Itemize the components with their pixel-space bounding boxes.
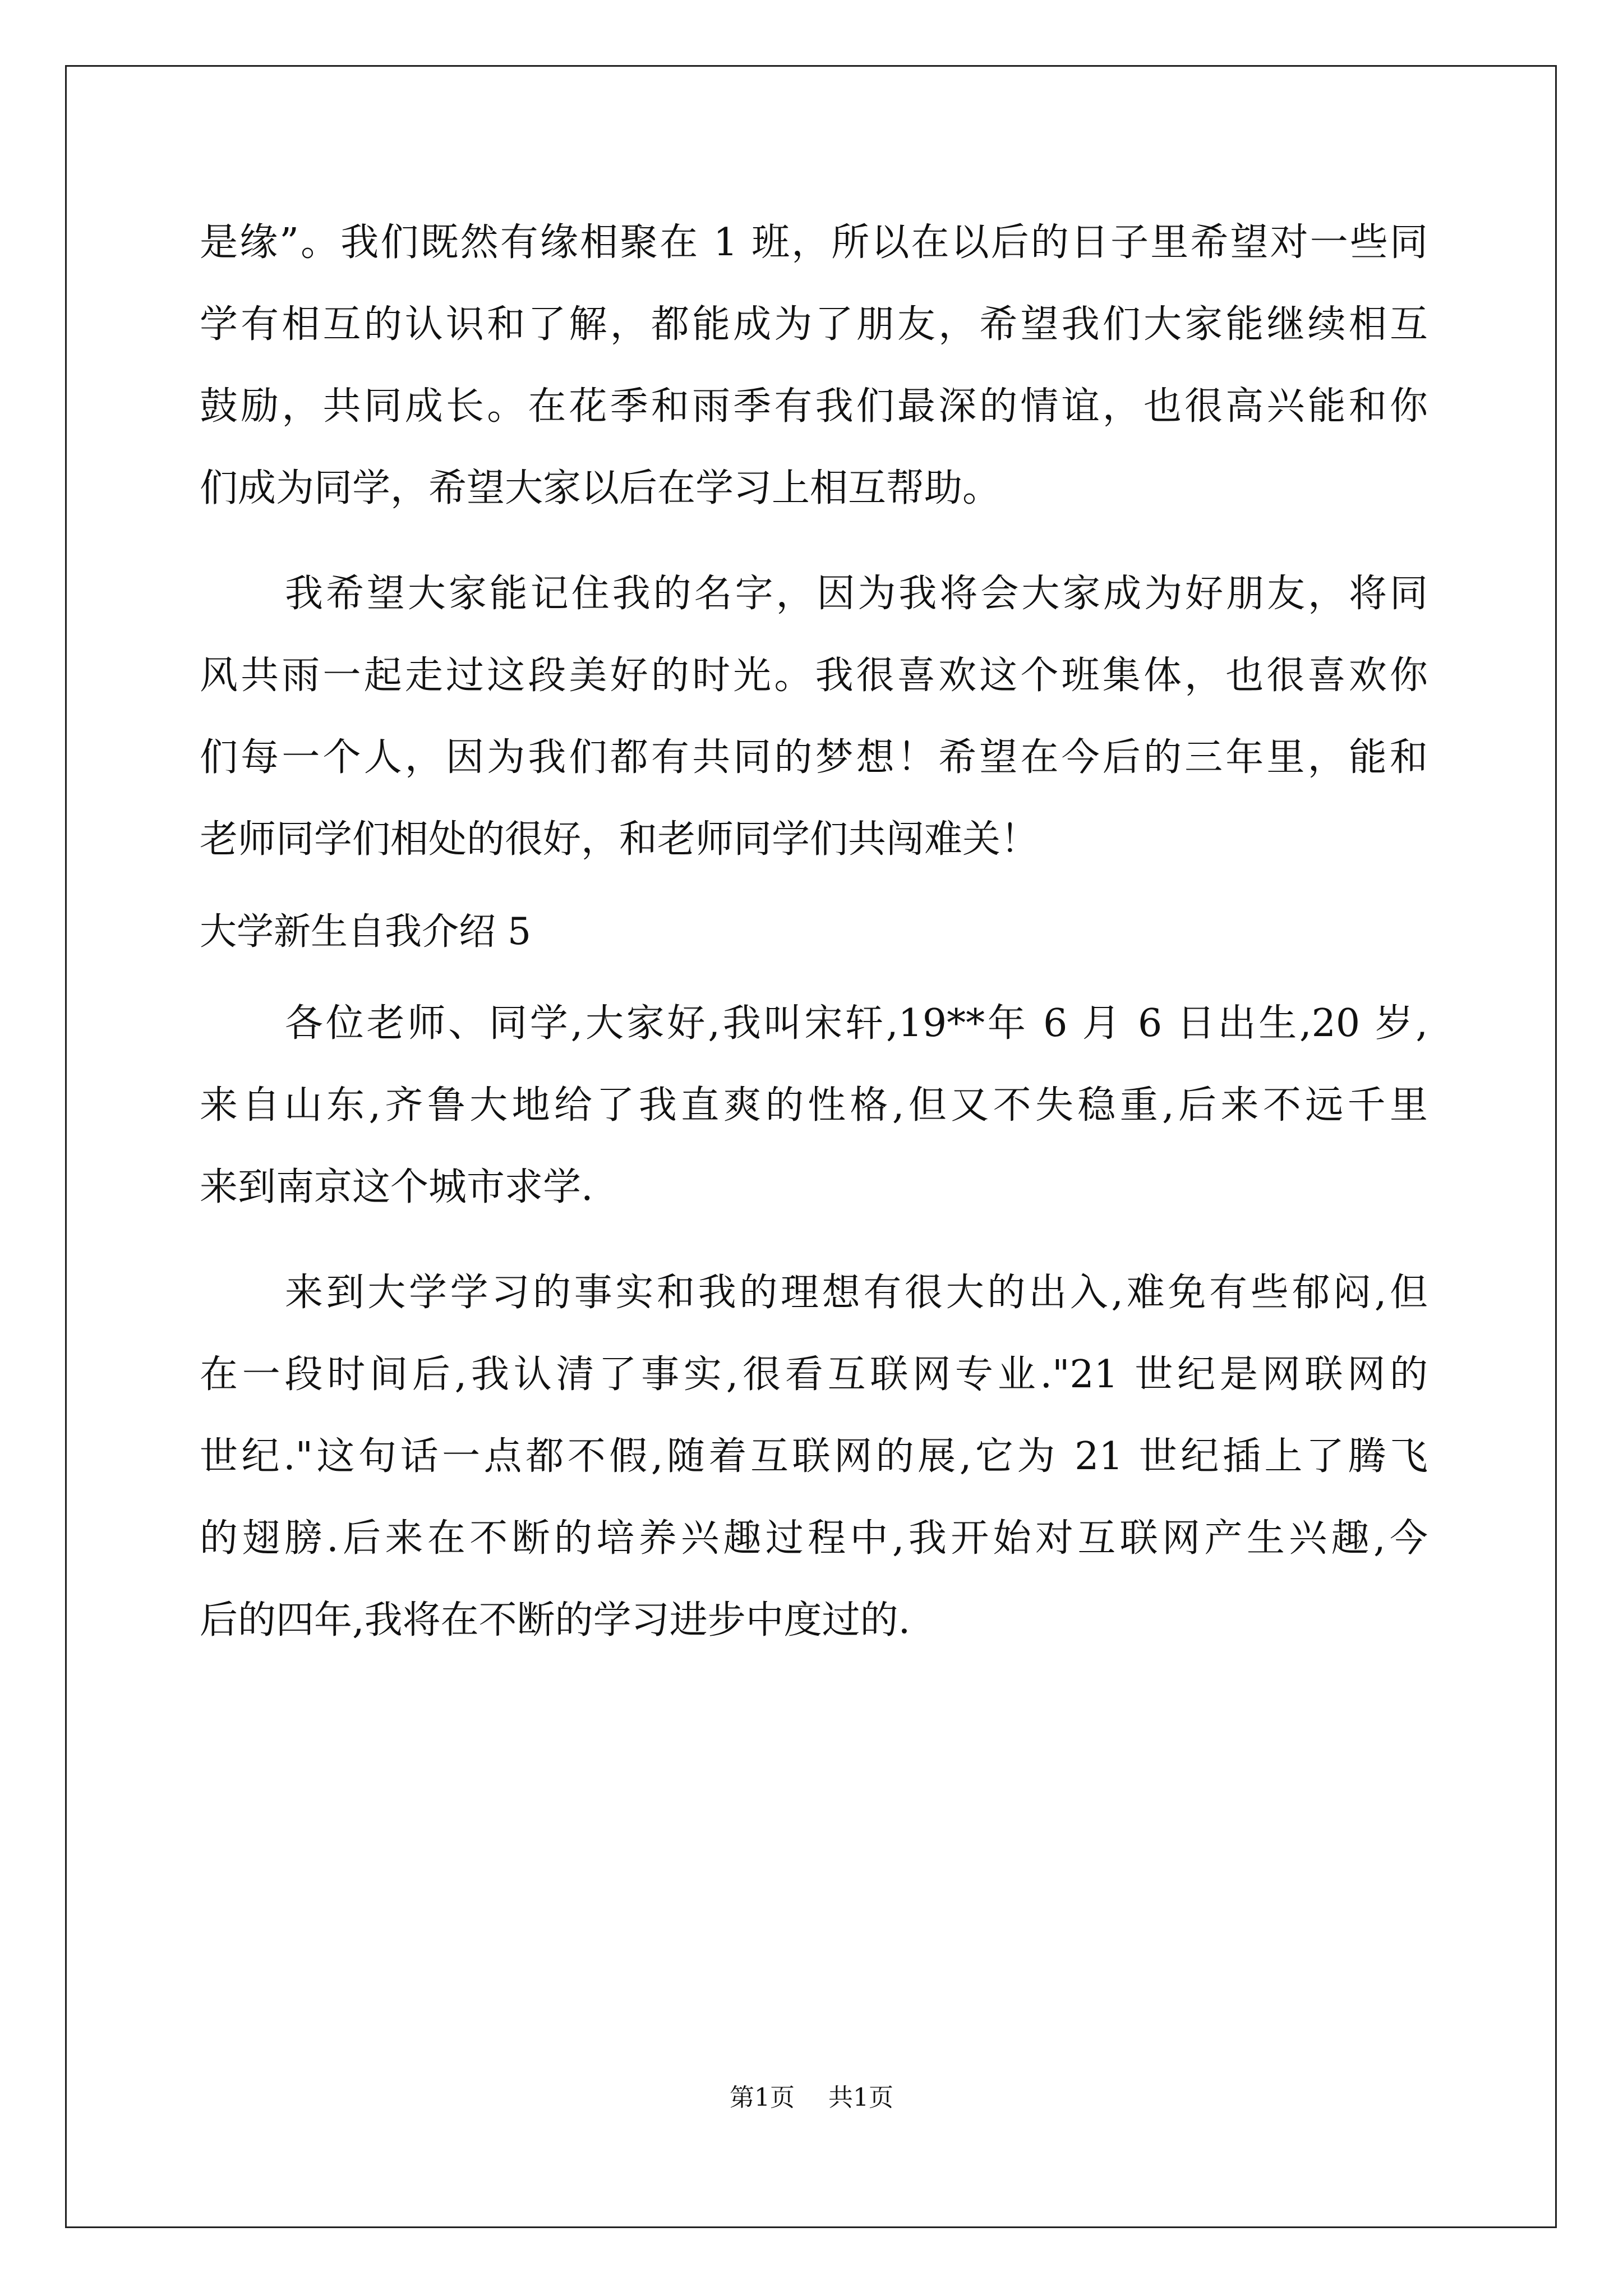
text-line: 们成为同学，希望大家以后在学习上相互帮助。 — [200, 466, 1001, 510]
document-body — [200, 202, 1428, 1662]
text-line: 世纪."这句话一点都不假,随着互联网的展,它为 21 世纪插上了腾飞 — [200, 1434, 1428, 1479]
text-line: 我希望大家能记住我的名字，因为我将会大家成为好朋友，将同 — [285, 572, 1428, 616]
text-line: 是缘”。我们既然有缘相聚在 1 班，所以在以后的日子里希望对一些同 — [200, 220, 1428, 265]
text-line: 在一段时间后,我认清了事实,很看互联网专业."21 世纪是网联网的 — [200, 1352, 1428, 1397]
page-total: 共1页 — [828, 2083, 893, 2112]
paragraph-2 — [200, 553, 1428, 881]
text-line: 们每一个人，因为我们都有共同的梦想！希望在今后的三年里，能和 — [200, 735, 1428, 780]
paragraph-3 — [200, 983, 1428, 1228]
text-line: 来到南京这个城市求学. — [200, 1165, 593, 1209]
text-line: 老师同学们相处的很好，和老师同学们共闯难关！ — [200, 817, 1039, 862]
text-line: 鼓励，共同成长。在花季和雨季有我们最深的情谊，也很高兴能和你 — [200, 384, 1428, 429]
page-number: 第1页 — [730, 2083, 795, 2112]
text-line: 的翅膀.后来在不断的培养兴趣过程中,我开始对互联网产生兴趣,今 — [200, 1516, 1428, 1561]
text-line: 风共雨一起走过这段美好的时光。我很喜欢这个班集体，也很喜欢你 — [200, 654, 1428, 698]
text-line: 学有相互的认识和了解，都能成为了朋友，希望我们大家能继续相互 — [200, 302, 1428, 347]
paragraph-4 — [200, 1252, 1428, 1662]
text-line: 来到大学学习的事实和我的理想有很大的出入,难免有些郁闷,但 — [285, 1271, 1428, 1315]
text-line: 来自山东,齐鲁大地给了我直爽的性格,但又不失稳重,后来不远千里 — [200, 1083, 1428, 1128]
paragraph-1 — [200, 202, 1428, 530]
text-line: 各位老师、同学,大家好,我叫宋轩,19**年 6 月 6 日出生,20 岁, — [285, 1001, 1428, 1046]
page-footer — [0, 2081, 1623, 2115]
section-heading: 大学新生自我介绍 5 — [200, 910, 531, 953]
text-line: 后的四年,我将在不断的学习进步中度过的. — [200, 1598, 911, 1642]
